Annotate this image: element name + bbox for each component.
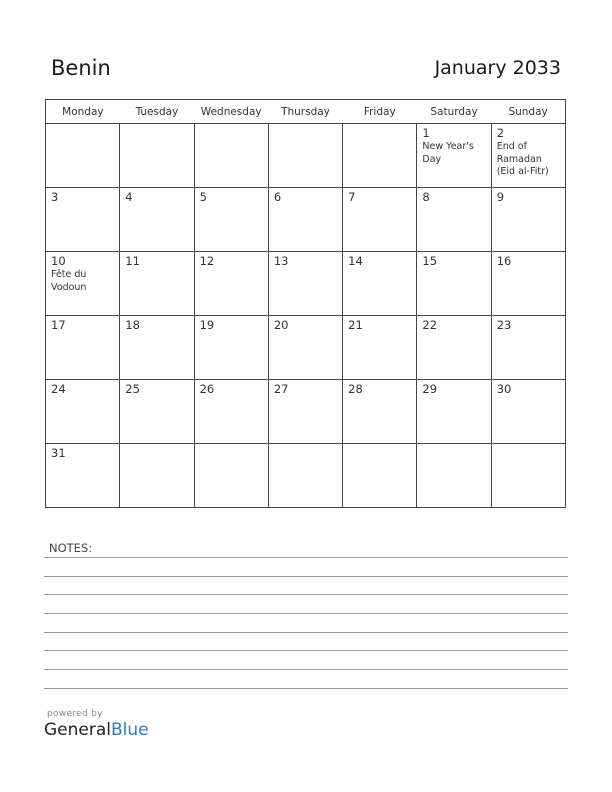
day-cell bbox=[417, 444, 491, 508]
weekday-header: Sunday bbox=[491, 100, 565, 124]
notes-line bbox=[44, 613, 568, 614]
holiday-label: New Year's Day bbox=[422, 141, 474, 165]
weekday-header: Monday bbox=[46, 100, 120, 124]
day-number: 27 bbox=[273, 382, 289, 396]
day-number: 29 bbox=[422, 382, 438, 396]
day-cell bbox=[46, 124, 120, 188]
brand-name-blue: Blue bbox=[111, 720, 149, 740]
notes-line bbox=[44, 688, 568, 689]
weekday-header: Friday bbox=[343, 100, 417, 124]
day-number: 7 bbox=[348, 190, 356, 204]
day-number: 23 bbox=[496, 318, 512, 332]
day-cell bbox=[491, 316, 565, 380]
holiday-label: End of Ramadan (Eid al-Fitr) bbox=[496, 141, 549, 177]
day-number: 15 bbox=[422, 254, 438, 268]
day-cell bbox=[417, 124, 491, 188]
day-number: 4 bbox=[125, 190, 133, 204]
day-cell bbox=[417, 380, 491, 444]
day-number: 17 bbox=[51, 318, 66, 332]
day-cell bbox=[491, 444, 565, 508]
day-number: 1 bbox=[422, 126, 430, 140]
week-row bbox=[46, 188, 566, 252]
day-cell bbox=[194, 252, 268, 316]
weekday-header: Wednesday bbox=[194, 100, 268, 124]
day-cell bbox=[194, 380, 268, 444]
day-number: 30 bbox=[496, 382, 512, 396]
day-cell bbox=[343, 252, 417, 316]
weekday-header: Saturday bbox=[417, 100, 491, 124]
day-cell bbox=[268, 380, 342, 444]
brand-logo bbox=[44, 720, 149, 740]
day-cell bbox=[46, 188, 120, 252]
day-cell bbox=[268, 188, 342, 252]
weekday-header: Thursday bbox=[268, 100, 342, 124]
day-cell bbox=[120, 316, 194, 380]
powered-by-text: powered by bbox=[47, 709, 103, 719]
day-number: 26 bbox=[199, 382, 215, 396]
day-number: 16 bbox=[496, 254, 512, 268]
notes-line bbox=[44, 669, 568, 670]
day-number: 10 bbox=[51, 254, 66, 268]
country-title: Benin bbox=[51, 56, 111, 80]
day-number: 8 bbox=[422, 190, 430, 204]
weekday-header: Tuesday bbox=[120, 100, 194, 124]
day-cell bbox=[491, 252, 565, 316]
day-cell bbox=[194, 124, 268, 188]
week-row bbox=[46, 316, 566, 380]
week-row bbox=[46, 444, 566, 508]
day-cell bbox=[46, 380, 120, 444]
day-number: 14 bbox=[348, 254, 363, 268]
day-number: 22 bbox=[422, 318, 438, 332]
day-cell bbox=[343, 380, 417, 444]
day-number: 24 bbox=[51, 382, 66, 396]
day-cell bbox=[268, 124, 342, 188]
day-number: 13 bbox=[273, 254, 289, 268]
day-number: 5 bbox=[199, 190, 207, 204]
day-cell bbox=[120, 188, 194, 252]
notes-line bbox=[44, 650, 568, 651]
holiday-label: Fête du Vodoun bbox=[51, 269, 87, 293]
notes-line bbox=[44, 594, 568, 595]
day-cell bbox=[194, 316, 268, 380]
day-cell bbox=[268, 444, 342, 508]
day-number: 2 bbox=[496, 126, 505, 140]
day-cell bbox=[343, 188, 417, 252]
weekday-header-row bbox=[46, 100, 566, 124]
day-number: 21 bbox=[348, 318, 363, 332]
notes-line bbox=[44, 632, 568, 633]
week-row bbox=[46, 252, 566, 316]
day-number: 9 bbox=[496, 190, 505, 204]
day-cell bbox=[194, 444, 268, 508]
day-cell bbox=[491, 188, 565, 252]
week-row bbox=[46, 380, 566, 444]
day-number: 20 bbox=[273, 318, 289, 332]
day-cell bbox=[343, 124, 417, 188]
day-number: 6 bbox=[273, 190, 282, 204]
day-cell bbox=[46, 444, 120, 508]
day-cell bbox=[120, 380, 194, 444]
day-cell bbox=[120, 444, 194, 508]
day-cell bbox=[120, 124, 194, 188]
month-title: January 2033 bbox=[434, 57, 561, 79]
day-cell bbox=[343, 316, 417, 380]
day-cell bbox=[491, 380, 565, 444]
day-cell bbox=[268, 252, 342, 316]
day-cell bbox=[343, 444, 417, 508]
notes-line bbox=[44, 557, 568, 558]
day-number: 28 bbox=[348, 382, 363, 396]
day-cell bbox=[491, 124, 565, 188]
day-number: 11 bbox=[125, 254, 140, 268]
day-cell bbox=[268, 316, 342, 380]
calendar-grid bbox=[45, 99, 566, 508]
day-cell bbox=[194, 188, 268, 252]
day-number: 19 bbox=[199, 318, 215, 332]
day-number: 12 bbox=[199, 254, 215, 268]
day-number: 3 bbox=[51, 190, 59, 204]
day-number: 25 bbox=[125, 382, 140, 396]
day-cell bbox=[46, 316, 120, 380]
notes-line bbox=[44, 576, 568, 577]
day-number: 31 bbox=[51, 446, 66, 460]
day-cell bbox=[417, 316, 491, 380]
notes-label: NOTES: bbox=[49, 541, 93, 555]
week-row bbox=[46, 124, 566, 188]
day-cell bbox=[46, 252, 120, 316]
day-cell bbox=[417, 252, 491, 316]
day-number: 18 bbox=[125, 318, 140, 332]
day-cell bbox=[417, 188, 491, 252]
day-cell bbox=[120, 252, 194, 316]
brand-name-general: General bbox=[44, 720, 111, 740]
